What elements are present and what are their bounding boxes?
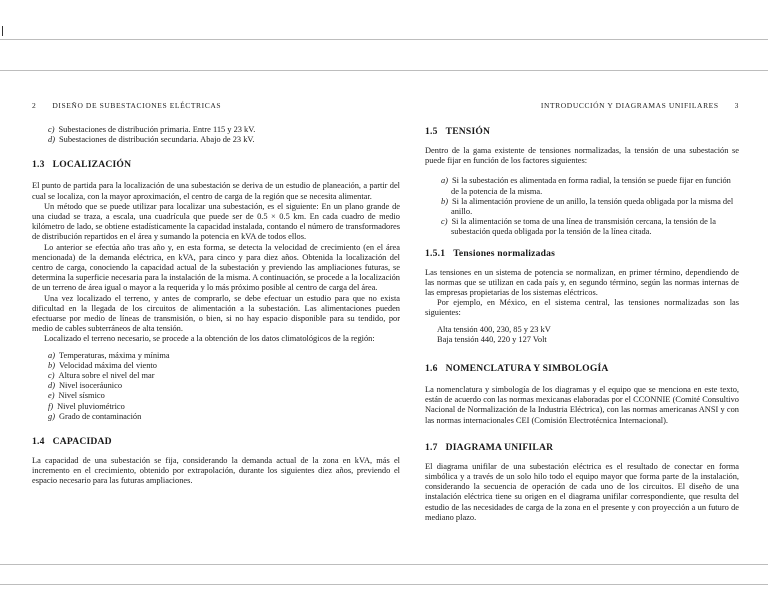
voltage-values-list <box>425 325 739 345</box>
list-item: Alta tensión 400, 230, 85 y 23 kV <box>437 324 551 334</box>
list-item: f) Nivel pluviométrico <box>48 401 125 411</box>
paragraph: Las tensiones en un sistema de potencia se normalizan, en primer término, dependiendo de las normas que se utilizan en cada país y, en segundo término, según las normas internas de las empresas propietarias de los sistemas eléctricos. <box>425 267 739 298</box>
section-heading-1-4: 1.4 CAPACIDAD <box>32 436 112 448</box>
list-item: b) Velocidad máxima del viento <box>48 360 157 370</box>
paragraph: Una vez localizado el terreno, y antes de comprarlo, se debe efectuar un estudio para que no exista dificultad en la llegada de los circuitos de alimentación a la subestación. Las alimentaciones pueden efectuarse por medio de líneas de transmisión, o bien, si no hay espacio disponible para su tendido, por medio de cables subterráneos de alta tensión. <box>32 293 400 334</box>
intro-list <box>32 125 400 145</box>
paragraph: Por ejemplo, en México, en el sistema central, las tensiones normalizadas son las siguientes: <box>425 298 739 318</box>
paragraph: La nomenclatura y simbología de los diagramas y el equipo que se menciona en este texto, están de acuerdo con las normas mexicanas elaboradas por el CCONNIE (Comité Consultivo Nacional de Normalización de la Industria Eléctrica), con las normas americanas ANSI y con las normas internacionales CEI (Comisión Electrotécnica Internacional). <box>425 385 739 425</box>
scan-bottom-rule <box>0 584 768 585</box>
list-item: e) Nivel sísmico <box>48 391 105 401</box>
section-heading-1-5: 1.5 TENSIÓN <box>425 126 491 137</box>
scan-rule-3 <box>0 564 768 565</box>
right-running-title: INTRODUCCIÓN Y DIAGRAMAS UNIFILARES <box>540 101 719 110</box>
paragraph: Localizado el terreno necesario, se procede a la obtención de los datos climatológicos de la región: <box>44 334 375 344</box>
list-item: b) Si la alimentación proviene de un anillo, la tensión queda obligada por la misma del anillo. <box>441 196 734 217</box>
paragraph: El punto de partida para la localización de una subestación se deriva de un estudio de planeación, a partir del cual se localiza, con la mayor aproximación, el centro de carga de la región que se necesita alimentar. <box>32 181 400 201</box>
section-heading-1-3: 1.3 LOCALIZACIÓN <box>32 159 132 171</box>
scan-edge-mark <box>2 26 3 36</box>
scan-top-rule <box>0 39 768 40</box>
list-item: d) Nivel isoceráunico <box>48 381 123 391</box>
paragraph: La capacidad de una subestación se fija, considerando la demanda actual de la zona en kVA, más el incremento en el crecimiento, obtenido por extrapolación, durante los siguientes diez años, previendo el espacio necesario para las futuras ampliaciones. <box>32 456 400 486</box>
list-item: c) Subestaciones de distribución primaria. Entre 115 y 23 kV. <box>48 125 256 134</box>
list-item: d) Subestaciones de distribución secundaria. Abajo de 23 kV. <box>48 135 255 145</box>
climate-data-list <box>32 351 400 422</box>
right-page-number: 3 <box>734 101 739 110</box>
left-page <box>32 101 400 487</box>
list-item: a) Si la subestación es alimentada en forma radial, la tensión se puede fijar en función de la potencia de la misma. <box>441 176 731 196</box>
section-heading-1-5-1: 1.5.1 Tensiones normalizadas <box>425 247 556 259</box>
paragraph: El diagrama unifilar de una subestación eléctrica es el resultado de conectar en forma simbólica y a través de un solo hilo todo el equipo mayor que forma parte de la instalación, considerando la secuencia de operación de cada uno de los circuitos. El diseño de una instalación eléctrica tiene su origen en el diagrama unifilar correspondiente, que resulta del estudio de las necesidades de carga de la zona en el presente y con proyección a un futuro de mediano plazo. <box>425 461 739 522</box>
paragraph: Dentro de la gama existente de tensiones normalizadas, la tensión de una subestación se puede fijar en función de los factores siguientes: <box>425 146 739 166</box>
list-item: c) Si la alimentación se toma de una línea de transmisión cercana, la tensión de la subestación queda obligada por la tensión de la línea citada. <box>441 217 716 237</box>
list-item: Baja tensión 440, 220 y 127 Volt <box>437 334 547 344</box>
voltage-factor-list <box>425 176 739 237</box>
left-page-number: 2 <box>32 101 37 110</box>
right-running-head <box>425 101 739 111</box>
section-heading-1-7: 1.7 DIAGRAMA UNIFILAR <box>425 441 554 453</box>
list-item: a) Temperaturas, máxima y mínima <box>48 350 170 360</box>
section-heading-1-6: 1.6 NOMENCLATURA Y SIMBOLOGÍA <box>425 363 609 375</box>
right-page <box>425 101 739 523</box>
left-running-title: DISEÑO DE SUBESTACIONES ELÉCTRICAS <box>52 101 222 110</box>
paragraph: Un método que se puede utilizar para localizar una subestación, es el siguiente: En un plano grande de una ciudad se traza, a escala, una cuadrícula que puede ser de 0.5 × 0.5 km. En cada cuadro de medio kilómetro de lado, se obtiene estadísticamente la capacidad instalada, contando el número de transformadores de distribución repartidos en el área y sumando la potencia en kVA de todos ellos. <box>32 201 400 242</box>
left-running-head <box>32 101 400 111</box>
paragraph: Lo anterior se efectúa año tras año y, en esta forma, se detecta la velocidad de crecimiento (en el área mencionada) de la demanda eléctrica, en kVA, para cinco y para diez años. Obtenida la localización del centro de carga, conociendo la capacidad actual de la subestación y previendo las ampliaciones futuras, se determina la superficie necesaria para la instalación de la misma. A continuación, se procede a la localización de un terreno de área igual o mayor a la requerida y lo más próximo posible al centro de carga del área. <box>32 242 400 293</box>
scan-rule-2 <box>0 70 768 71</box>
list-item: g) Grado de contaminación <box>48 411 142 421</box>
list-item: c) Altura sobre el nivel del mar <box>48 371 155 381</box>
